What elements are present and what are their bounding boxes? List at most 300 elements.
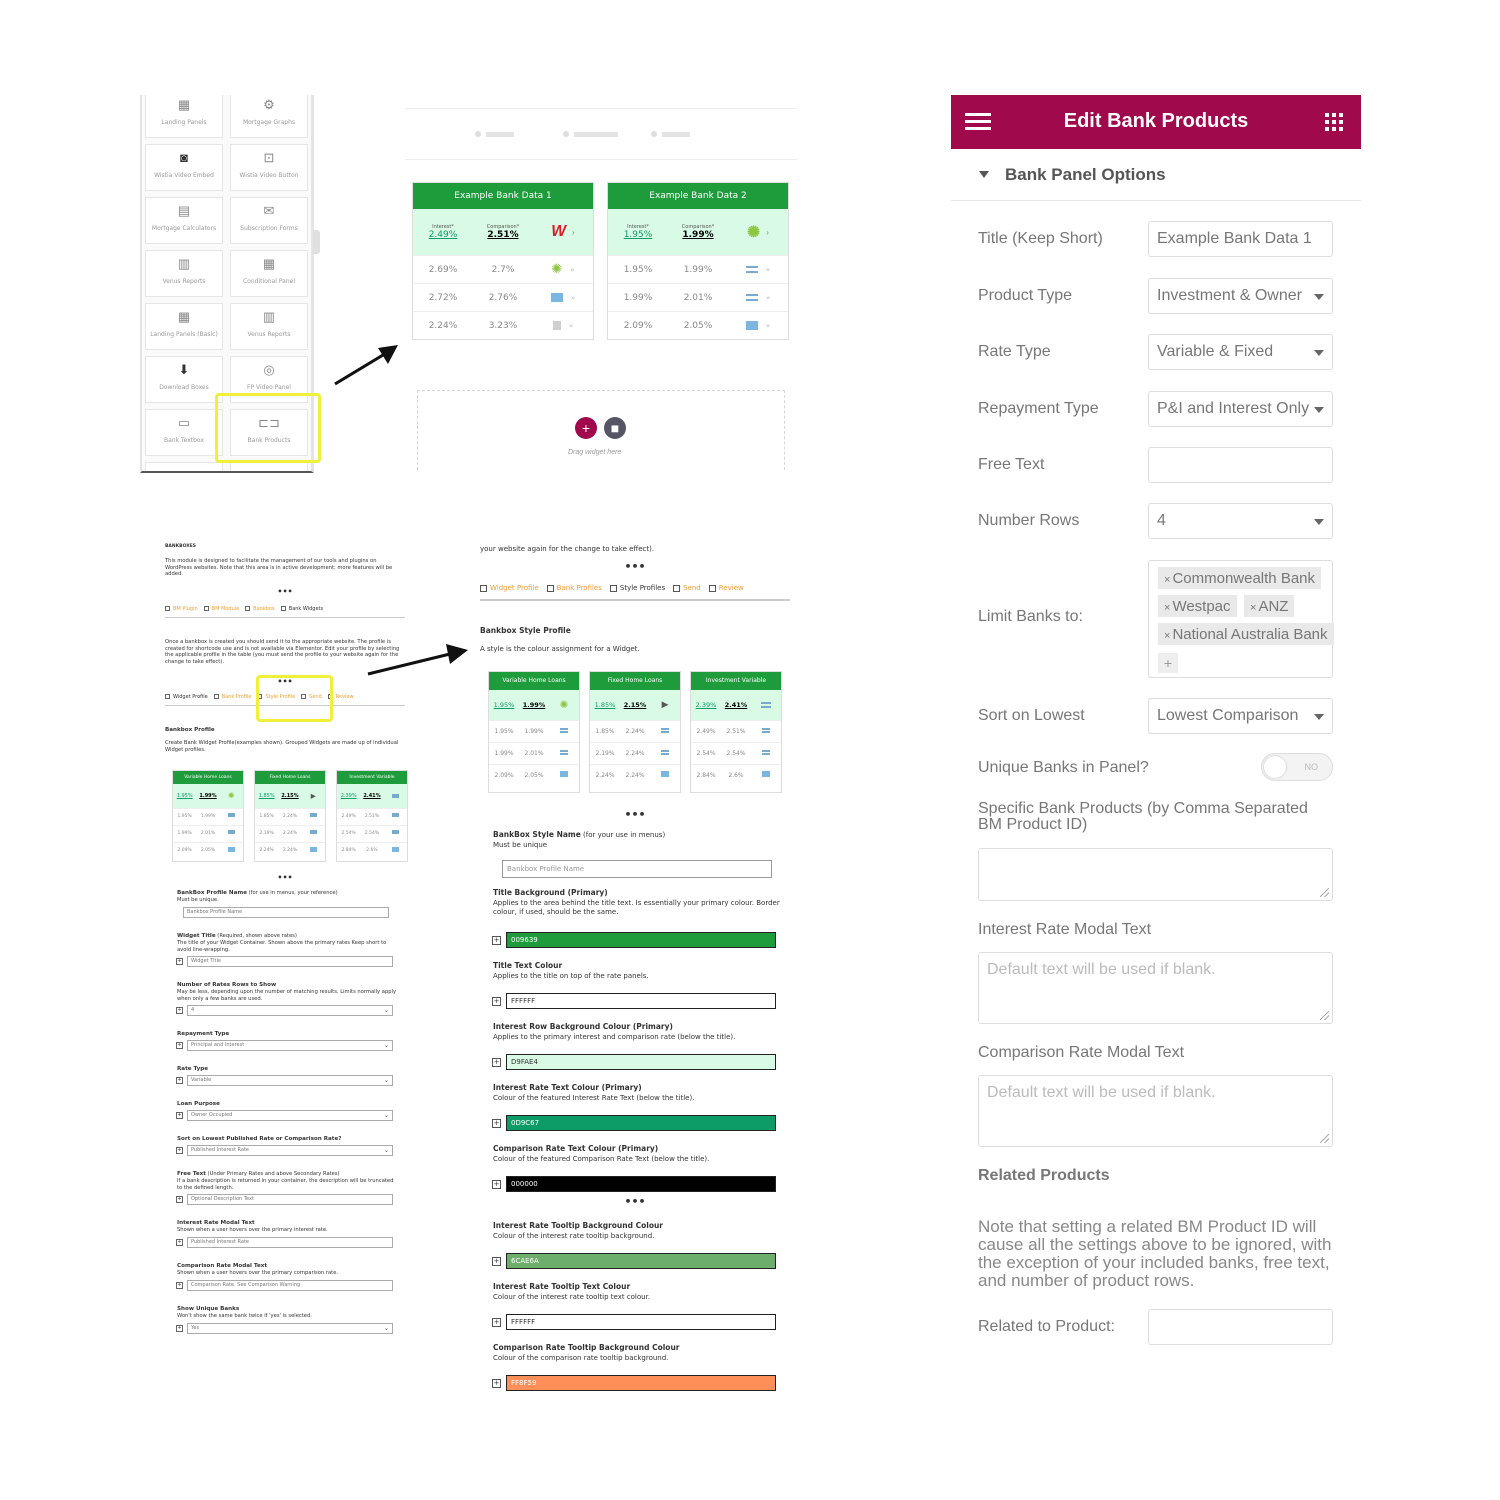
bank-blue-logo — [228, 847, 235, 852]
doc-select[interactable] — [187, 1040, 393, 1051]
primary-rate-row[interactable] — [608, 209, 788, 255]
colour-hex-value: FFFFFF — [511, 997, 536, 1005]
bank-lines-logo — [392, 794, 399, 798]
caret-down-icon — [979, 171, 989, 178]
add-field-icon[interactable]: + — [177, 1147, 182, 1153]
interest-rate[interactable]: 2.49% — [428, 230, 458, 240]
mini-row-a: 2.49% — [341, 813, 356, 819]
doc-input[interactable] — [183, 907, 389, 918]
mini-bank-panel — [172, 770, 244, 862]
mini-row-b: 2.01% — [200, 830, 216, 836]
specific-products-textarea[interactable] — [978, 848, 1333, 901]
mini-row-a: 1.95% — [177, 813, 192, 819]
style-link[interactable] — [547, 584, 602, 593]
bank-star-logo: ✺ — [559, 698, 569, 711]
ellipsis-divider: ••• — [624, 808, 646, 821]
style-row-b: 2.24% — [625, 728, 645, 735]
free-text-input[interactable] — [1148, 447, 1333, 483]
rate-type-label: Rate Type — [978, 343, 1051, 360]
colour-field-row — [492, 1314, 776, 1330]
secondary-comparison: 3.23% — [488, 320, 518, 331]
doc-link[interactable] — [214, 694, 252, 701]
add-field-icon[interactable]: + — [177, 1239, 182, 1245]
highlight-style-profile-link — [256, 675, 333, 722]
mini-row-a: 2.24% — [259, 847, 274, 853]
widget-tile-label: Mortgage Calculators — [151, 225, 217, 232]
doc-field-value: Published Interest Rate — [191, 1239, 249, 1245]
add-field-icon[interactable]: + — [177, 1282, 182, 1288]
unique-banks-toggle[interactable] — [1261, 753, 1333, 781]
doc-field-title: Interest Rate Modal Text — [177, 1220, 255, 1226]
logo-cell — [220, 847, 243, 856]
doc-input[interactable] — [187, 1237, 393, 1248]
doc-section-title: Bankbox Profile — [165, 727, 215, 733]
colour-swatch-input[interactable] — [506, 993, 776, 1009]
colour-swatch-input[interactable] — [506, 1253, 776, 1269]
colour-swatch-input[interactable] — [506, 1314, 776, 1330]
chevron-right-icon[interactable]: › — [766, 227, 769, 237]
colour-field-desc: Applies to the title on top of the rate panels. — [493, 972, 649, 980]
style-link-label: Widget Profile — [490, 584, 539, 592]
primary-rate-row[interactable] — [413, 209, 593, 255]
secondary-comparison: 1.99% — [683, 264, 713, 275]
secondary-rate-row[interactable] — [413, 283, 593, 311]
colour-picker-icon[interactable]: + — [493, 1179, 500, 1188]
section-toggle-bank-panel-options[interactable] — [951, 149, 1361, 201]
doc-link[interactable] — [165, 606, 198, 613]
widget-tile[interactable] — [230, 95, 308, 138]
widget-tile[interactable] — [145, 95, 223, 138]
doc-select[interactable] — [187, 1145, 393, 1156]
widget-tile[interactable] — [230, 250, 308, 297]
link-box-icon — [245, 606, 250, 611]
add-field-icon[interactable]: + — [177, 958, 182, 964]
sort-label: Sort on Lowest — [978, 707, 1085, 724]
style-preview-panel — [690, 671, 782, 793]
doc-select[interactable] — [187, 1075, 393, 1086]
remove-tag-icon[interactable]: × — [1250, 602, 1257, 614]
remove-tag-icon[interactable]: × — [1164, 602, 1171, 614]
bank-lines-logo — [392, 813, 399, 817]
colour-field-desc: Colour of the interest rate tooltip text colour. — [493, 1293, 651, 1301]
secondary-rate-row[interactable] — [608, 283, 788, 311]
rate-type-select[interactable] — [1148, 334, 1333, 370]
interest-cell — [413, 224, 473, 240]
link-box-icon — [281, 606, 286, 611]
doc-field-value: Variable — [191, 1077, 212, 1083]
link-box-icon — [709, 585, 716, 592]
colour-field-row — [492, 993, 776, 1009]
highlight-bank-products-widget — [215, 393, 321, 463]
number-rows-select[interactable] — [1148, 503, 1333, 539]
style-section-desc: A style is the colour assignment for a Widget. — [480, 645, 640, 653]
bank-tag-label: Westpac — [1172, 598, 1231, 615]
bank-panel — [412, 182, 594, 340]
style-row-a: 2.24% — [595, 772, 615, 779]
doc-link-label: BM Plugin — [173, 606, 198, 612]
comparison-modal-label: Comparison Rate Modal Text — [978, 1044, 1185, 1061]
sort-select[interactable] — [1148, 698, 1333, 734]
secondary-rate-row[interactable] — [608, 255, 788, 283]
bank-tag-label: Commonwealth Bank — [1172, 570, 1316, 587]
chevron-right-icon[interactable]: › — [572, 227, 575, 237]
widget-tile[interactable] — [145, 250, 223, 297]
style-intro-text: your website again for the change to take effect). — [480, 545, 655, 553]
title-field-input[interactable] — [1148, 221, 1333, 257]
comparison-modal-textarea[interactable] — [978, 1075, 1333, 1147]
doc-intro: This module is designed to facilitate the management of our tools and plugins on WordPress websites. Note that this area is in active development; more features will be added. — [165, 558, 393, 577]
comparison-rate[interactable]: 1.99% — [682, 230, 714, 240]
mini-secondary-row — [173, 808, 243, 825]
meta-comments — [651, 131, 690, 138]
table-icon: ▦ — [262, 256, 276, 271]
colour-picker-icon[interactable]: + — [493, 1317, 500, 1326]
download-icon: ⬇ — [178, 362, 190, 377]
add-field-icon[interactable]: + — [177, 1042, 182, 1048]
interest-modal-label: Interest Rate Modal Text — [978, 921, 1152, 938]
doc-select[interactable] — [187, 1110, 393, 1121]
logo-cell — [220, 830, 243, 838]
doc-field-value: 4 — [191, 1007, 195, 1013]
style-secondary-row — [590, 764, 680, 786]
bank-lines-logo — [762, 728, 770, 733]
doc-input[interactable] — [187, 956, 393, 967]
style-secondary-row — [691, 720, 781, 742]
mini-interest: 2.39% — [340, 792, 357, 799]
widget-tile[interactable] — [145, 356, 223, 403]
colour-picker-icon[interactable]: + — [493, 1378, 500, 1387]
comparison-rate[interactable]: 2.51% — [487, 230, 519, 240]
widget-tile[interactable] — [230, 303, 308, 350]
chevron-down-icon: ⌄ — [383, 1042, 389, 1049]
bank-panel-title: Example Bank Data 2 — [608, 183, 788, 209]
mini-comparison: 2.15% — [281, 792, 299, 799]
panel-collapse-handle[interactable] — [313, 230, 320, 254]
mini-comparison: 2.41% — [363, 792, 381, 799]
bank-star-logo: ✺ — [747, 223, 761, 241]
mini-panel-title: Fixed Home Loans — [255, 771, 325, 784]
style-preview-panel — [589, 671, 681, 793]
widget-tile-label: Bank Products — [247, 437, 291, 444]
repayment-type-label: Repayment Type — [978, 400, 1099, 417]
doc-link[interactable] — [204, 606, 240, 613]
style-name-input[interactable] — [502, 860, 772, 878]
doc-heading: BANKBOXES — [165, 544, 197, 549]
widget-tile-label: Wistia Video Embed — [154, 172, 214, 179]
doc-link[interactable] — [245, 606, 275, 613]
colour-hex-value: 009639 — [511, 936, 538, 944]
interest-caption: Interest* — [432, 224, 454, 230]
colour-field-desc: Colour of the comparison rate tooltip background. — [493, 1354, 669, 1362]
logo-cell — [751, 702, 781, 708]
bank-star-logo: ✺ — [551, 262, 563, 277]
template-folder-button[interactable]: ■ — [604, 417, 626, 439]
doc-field-note: (Required, shown above rates) — [215, 933, 297, 939]
colour-picker-icon[interactable]: + — [493, 1256, 500, 1265]
doc-field-title: Widget Title — [177, 933, 216, 939]
colour-picker-icon[interactable]: + — [493, 1118, 500, 1127]
bank-products-icon: ⊏⊐ — [258, 415, 280, 430]
toggle-state-text: NO — [1304, 762, 1318, 772]
logo-cell — [533, 321, 593, 330]
widgets-grid-icon[interactable] — [1325, 113, 1343, 131]
chevron-right-icon[interactable]: » — [570, 265, 575, 274]
related-products-note: Note that setting a related BM Product ID will cause all the settings above to be ignored, with the exception of your included banks, free text, and number of product rows. — [978, 1217, 1332, 1290]
style-comparison: 2.41% — [724, 700, 748, 709]
interest-rate[interactable]: 1.95% — [623, 230, 653, 240]
doc-field-desc: Must be unique. — [177, 897, 219, 903]
style-row-a: 2.49% — [696, 728, 716, 735]
mini-row-a: 1.85% — [259, 813, 274, 819]
chevron-right-icon[interactable]: » — [765, 293, 771, 302]
widget-tile-partial — [230, 462, 308, 473]
mini-secondary-row — [173, 825, 243, 842]
doc-field-label — [177, 1031, 405, 1038]
doc-link-label: Style Profile — [265, 694, 296, 700]
doc-select[interactable] — [187, 1005, 393, 1016]
style-link[interactable] — [673, 584, 701, 593]
doc-field-label — [177, 1220, 405, 1227]
doc-section-desc: Create Bank Widget Profile(examples shown). Grouped Widgets are made up of individual Widget profiles. — [165, 740, 399, 753]
style-link[interactable] — [610, 584, 665, 593]
logo-cell — [650, 727, 680, 736]
bank-blue-logo — [392, 847, 399, 852]
doc-field-title: Rate Type — [177, 1066, 209, 1072]
doc-field-note: (for use in menus, your reference) — [247, 890, 338, 896]
limit-banks-select[interactable] — [1148, 560, 1333, 678]
style-link-label: Review — [718, 584, 744, 592]
colour-field-desc: Colour of the featured Comparison Rate Text (below the title). — [493, 1155, 710, 1163]
colour-field-label: Interest Rate Tooltip Text Colour — [493, 1282, 631, 1291]
add-bank-button[interactable]: + — [1158, 653, 1178, 673]
colour-swatch-input[interactable] — [506, 932, 776, 948]
related-to-product-input[interactable] — [1148, 1309, 1333, 1345]
doc-link[interactable] — [281, 606, 323, 613]
colour-picker-icon[interactable]: + — [493, 1057, 500, 1066]
edit-bank-products-panel — [951, 95, 1361, 1365]
colour-swatch-input[interactable] — [506, 1375, 776, 1391]
add-field-icon[interactable]: + — [177, 1007, 182, 1013]
secondary-rate-row[interactable] — [413, 255, 593, 283]
doc-select[interactable] — [187, 1323, 393, 1334]
colour-swatch-input[interactable] — [506, 1054, 776, 1070]
comparison-cell — [473, 224, 533, 240]
widget-tile[interactable] — [145, 303, 223, 350]
doc-field-desc: Shown when a user hovers over the primary comparison rate. — [177, 1270, 339, 1276]
mini-row-b: 2.54% — [364, 830, 380, 836]
widget-tile-label: Bank Textbox — [164, 437, 204, 444]
chevron-right-icon[interactable]: » — [570, 293, 576, 302]
mini-row-b: 1.99% — [200, 813, 216, 819]
widget-tile[interactable] — [145, 144, 223, 191]
doc-field-label — [177, 1306, 405, 1313]
widget-tile-partial — [145, 462, 223, 473]
mini-row-a: 2.54% — [341, 830, 356, 836]
bank-tag[interactable] — [1158, 595, 1237, 617]
style-row-a: 2.19% — [595, 750, 615, 757]
limit-banks-label: Limit Banks to: — [978, 608, 1083, 625]
colour-field-row — [492, 1253, 776, 1269]
remove-tag-icon[interactable]: × — [1164, 630, 1171, 642]
ellipsis-divider: ••• — [624, 1195, 646, 1208]
interest-modal-textarea[interactable] — [978, 952, 1333, 1024]
mini-bank-panel — [336, 770, 408, 862]
editor-title: Edit Bank Products — [1063, 110, 1249, 132]
bank-lines-logo — [392, 830, 399, 834]
logo-cell — [751, 771, 781, 780]
bank-tag[interactable] — [1158, 623, 1334, 645]
widget-tile-label: Subscription Forms — [240, 225, 298, 232]
secondary-rate-row[interactable] — [413, 311, 593, 339]
bank-panel-title: Example Bank Data 1 — [413, 183, 593, 209]
doc-field-value: Bankbox Profile Name — [187, 909, 243, 915]
landing-panels-icon: ▦ — [177, 97, 191, 112]
mini-row-a: 1.99% — [177, 830, 192, 836]
doc-input[interactable] — [187, 1280, 393, 1291]
colour-field-label: Interest Row Background Colour (Primary) — [493, 1022, 673, 1031]
secondary-interest: 1.99% — [623, 292, 653, 303]
bank-tag-label: National Australia Bank — [1172, 626, 1328, 643]
mortgage-graphs-icon: ⚙ — [263, 97, 275, 112]
mini-row-a: 2.09% — [177, 847, 192, 853]
westpac-logo: W — [551, 223, 567, 240]
add-field-icon[interactable]: + — [177, 1112, 182, 1118]
product-type-select[interactable] — [1148, 278, 1333, 314]
secondary-rate-row[interactable] — [608, 311, 788, 339]
colour-swatch-input[interactable] — [506, 1115, 776, 1131]
link-box-icon — [214, 694, 219, 699]
style-name-title: BankBox Style Name — [493, 830, 581, 839]
style-section-title: Bankbox Style Profile — [480, 626, 571, 635]
style-name-placeholder: Bankbox Profile Name — [507, 865, 585, 873]
doc-field-desc: Won't show the same bank twice if 'yes' is selected. — [177, 1313, 312, 1319]
ellipsis-divider: ••• — [624, 560, 646, 573]
colour-field-desc: Applies to the area behind the title text. Is essentially your primary colour. Border colour, if used, should be the same. — [493, 899, 780, 916]
logo-cell — [650, 771, 680, 780]
ellipsis-divider: ••• — [277, 677, 293, 686]
comparison-caption: Comparison* — [486, 224, 520, 230]
mini-secondary-row — [337, 808, 407, 825]
add-field-icon[interactable]: + — [177, 1196, 182, 1202]
bank-lines-logo — [560, 750, 568, 755]
unique-banks-label: Unique Banks in Panel? — [978, 759, 1149, 776]
style-row-b: 2.51% — [726, 728, 746, 735]
style-panel-title: Investment Variable — [691, 672, 781, 690]
logo-cell — [728, 266, 788, 274]
bank-lines-logo — [228, 830, 235, 834]
arrow-to-style-profile — [364, 640, 474, 680]
chevron-right-icon[interactable]: » — [568, 321, 574, 330]
doc-link-label: Send — [309, 694, 322, 700]
doc-field-label — [177, 1263, 405, 1270]
doc-field-label — [177, 1101, 405, 1108]
secondary-interest: 2.09% — [623, 320, 653, 331]
ellipsis-divider: ••• — [277, 587, 293, 596]
doc-field-label — [177, 933, 405, 940]
colour-swatch-input[interactable] — [506, 1176, 776, 1192]
widget-tile-label: Download Boxes — [159, 384, 209, 391]
bank-blue-logo — [661, 771, 669, 777]
widget-tile[interactable] — [230, 144, 308, 191]
mini-primary-row — [255, 784, 325, 808]
repayment-type-select[interactable] — [1148, 391, 1333, 427]
meta-author — [475, 131, 514, 138]
bank-blue-logo — [762, 771, 770, 777]
doc-input[interactable] — [187, 1194, 393, 1205]
style-row-b: 2.24% — [625, 772, 645, 779]
style-row-a: 2.09% — [494, 772, 514, 779]
widget-tile[interactable] — [145, 197, 223, 244]
widget-tile-label: Venus Reports — [162, 278, 206, 285]
mini-interest: 1.85% — [258, 792, 275, 799]
logo-cell — [384, 794, 407, 798]
doc-field-value: Yes — [191, 1325, 200, 1331]
colour-picker-icon[interactable]: + — [493, 935, 500, 944]
ellipsis-divider: ••• — [277, 873, 293, 882]
calculator-icon: ▤ — [177, 203, 191, 218]
widget-drop-zone[interactable] — [417, 390, 785, 470]
widget-tile-label: Venus Reports — [247, 331, 291, 338]
logo-cell — [728, 294, 788, 302]
doc-field-value: Owner Occupied — [191, 1112, 233, 1118]
link-box-icon — [673, 585, 680, 592]
style-row-b: 1.99% — [524, 728, 544, 735]
doc-field-desc: If a bank description is returned in your container, the description will be truncated to the defined length. — [177, 1178, 394, 1191]
link-box-icon — [610, 585, 617, 592]
style-row-b: 2.54% — [726, 750, 746, 757]
logo-cell — [650, 749, 680, 758]
doc-link[interactable] — [165, 694, 208, 701]
bank-blue-logo — [551, 293, 563, 302]
interest-modal-placeholder: Default text will be used if blank. — [987, 961, 1216, 978]
secondary-interest: 2.72% — [428, 292, 458, 303]
mini-secondary-row — [255, 808, 325, 825]
style-link[interactable] — [480, 584, 539, 593]
style-link[interactable] — [709, 584, 744, 593]
remove-tag-icon[interactable]: × — [1164, 574, 1171, 586]
style-row-a: 1.85% — [595, 728, 615, 735]
add-field-icon[interactable]: + — [177, 1077, 182, 1083]
logo-cell — [533, 223, 593, 241]
textbox-icon: ▭ — [177, 415, 191, 430]
style-secondary-row — [691, 764, 781, 786]
secondary-comparison: 2.05% — [683, 320, 713, 331]
bank-tag[interactable] — [1158, 567, 1321, 589]
bank-chevron-logo: ▶ — [310, 791, 316, 800]
widget-tile[interactable] — [230, 197, 308, 244]
link-box-icon — [165, 694, 170, 699]
add-section-button[interactable]: + — [575, 417, 597, 439]
bank-lines-logo — [746, 294, 758, 301]
section-title: Bank Panel Options — [1005, 165, 1166, 184]
mini-secondary-row — [173, 842, 243, 859]
chevron-right-icon[interactable]: » — [765, 265, 771, 274]
logo-cell — [384, 847, 407, 856]
widget-tile-label: Landing Panels — [161, 119, 207, 126]
colour-hex-value: 000000 — [511, 1180, 538, 1188]
link-box-icon — [165, 606, 170, 611]
title-field-value: Example Bank Data 1 — [1157, 230, 1312, 247]
colour-picker-icon[interactable]: + — [493, 996, 500, 1005]
widget-tile[interactable] — [145, 409, 223, 456]
bank-tag[interactable] — [1244, 595, 1294, 617]
interest-caption: Interest* — [627, 224, 649, 230]
add-field-icon[interactable]: + — [177, 1325, 182, 1331]
product-type-label: Product Type — [978, 287, 1072, 304]
bank-lines-logo — [228, 813, 235, 817]
chevron-right-icon[interactable]: » — [765, 321, 771, 330]
bank-lines-logo — [761, 702, 771, 708]
